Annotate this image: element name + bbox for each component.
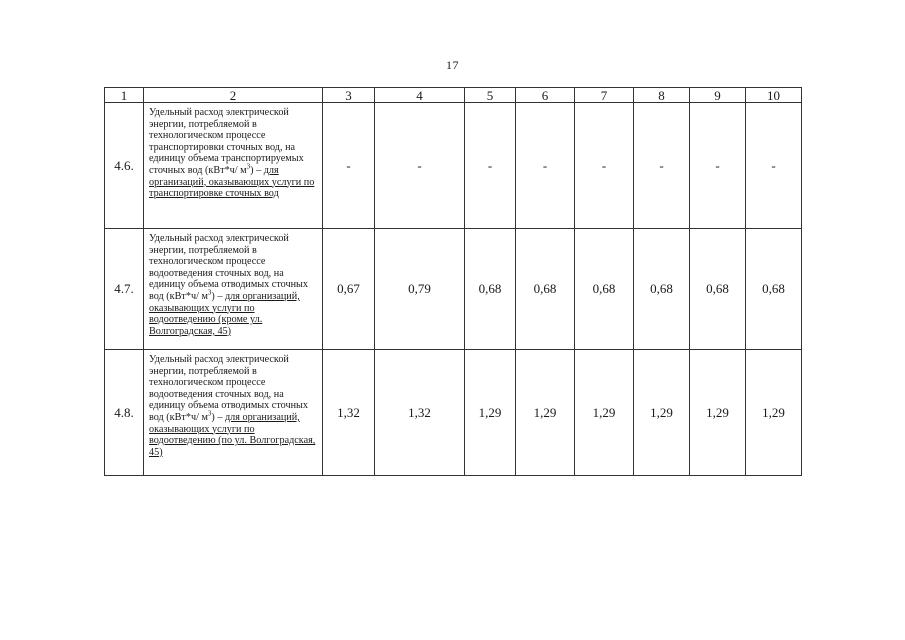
page-number: 17 [446, 58, 459, 72]
header-cell: 2 [144, 88, 323, 103]
value-cell: - [690, 103, 746, 229]
row-number: 4.6. [105, 103, 144, 229]
value-cell: 0,68 [690, 229, 746, 350]
value-cell: - [465, 103, 516, 229]
indicator-description: Удельный расход электрической энергии, потребляемой в технологическом процессе транспортировки сточных вод, на единицу объема транспортируемых сточных вод (кВт*ч/ $м^3$) – для организаций, оказывающих услуги по транспортировке сточных вод [144, 103, 323, 229]
header-cell: 4 [375, 88, 465, 103]
row-number: 4.7. [105, 229, 144, 350]
value-cell: 1,32 [323, 350, 375, 476]
header-cell: 5 [465, 88, 516, 103]
header-cell: 8 [634, 88, 690, 103]
value-cell: 1,29 [690, 350, 746, 476]
value-cell: 0,67 [323, 229, 375, 350]
value-cell: 1,29 [465, 350, 516, 476]
value-cell: 1,29 [516, 350, 575, 476]
indicator-description: Удельный расход электрической энергии, потребляемой в технологическом процессе водоотведения сточных вод, на единицу объема отводимых сточных вод (кВт*ч/ $м^3$) – для организаций, оказывающих услуги по водоотведению (кроме ул. Волгоградская, 45) [144, 229, 323, 350]
value-cell: - [575, 103, 634, 229]
value-cell: 0,68 [634, 229, 690, 350]
row-number: 4.8. [105, 350, 144, 476]
value-cell: - [323, 103, 375, 229]
indicator-description: Удельный расход электрической энергии, потребляемой в технологическом процессе водоотведения сточных вод, на единицу объема отводимых сточных вод (кВт*ч/ $м^3$) – для организаций, оказывающих услуги по водоотведению (по ул. Волгоградская, 45) [144, 350, 323, 476]
table-row [105, 229, 802, 350]
table-row [105, 103, 802, 229]
header-cell: 6 [516, 88, 575, 103]
value-cell: 0,68 [465, 229, 516, 350]
table-row [105, 350, 802, 476]
header-cell: 7 [575, 88, 634, 103]
value-cell: 1,32 [375, 350, 465, 476]
header-row [105, 88, 802, 103]
indicator-table [104, 87, 802, 476]
header-cell: 3 [323, 88, 375, 103]
header-cell: 10 [746, 88, 802, 103]
value-cell: - [634, 103, 690, 229]
value-cell: 0,68 [746, 229, 802, 350]
value-cell: 0,68 [516, 229, 575, 350]
value-cell: 1,29 [634, 350, 690, 476]
value-cell: 0,79 [375, 229, 465, 350]
value-cell: - [746, 103, 802, 229]
value-cell: - [375, 103, 465, 229]
value-cell: 1,29 [746, 350, 802, 476]
value-cell: - [516, 103, 575, 229]
header-cell: 1 [105, 88, 144, 103]
header-cell: 9 [690, 88, 746, 103]
value-cell: 1,29 [575, 350, 634, 476]
value-cell: 0,68 [575, 229, 634, 350]
